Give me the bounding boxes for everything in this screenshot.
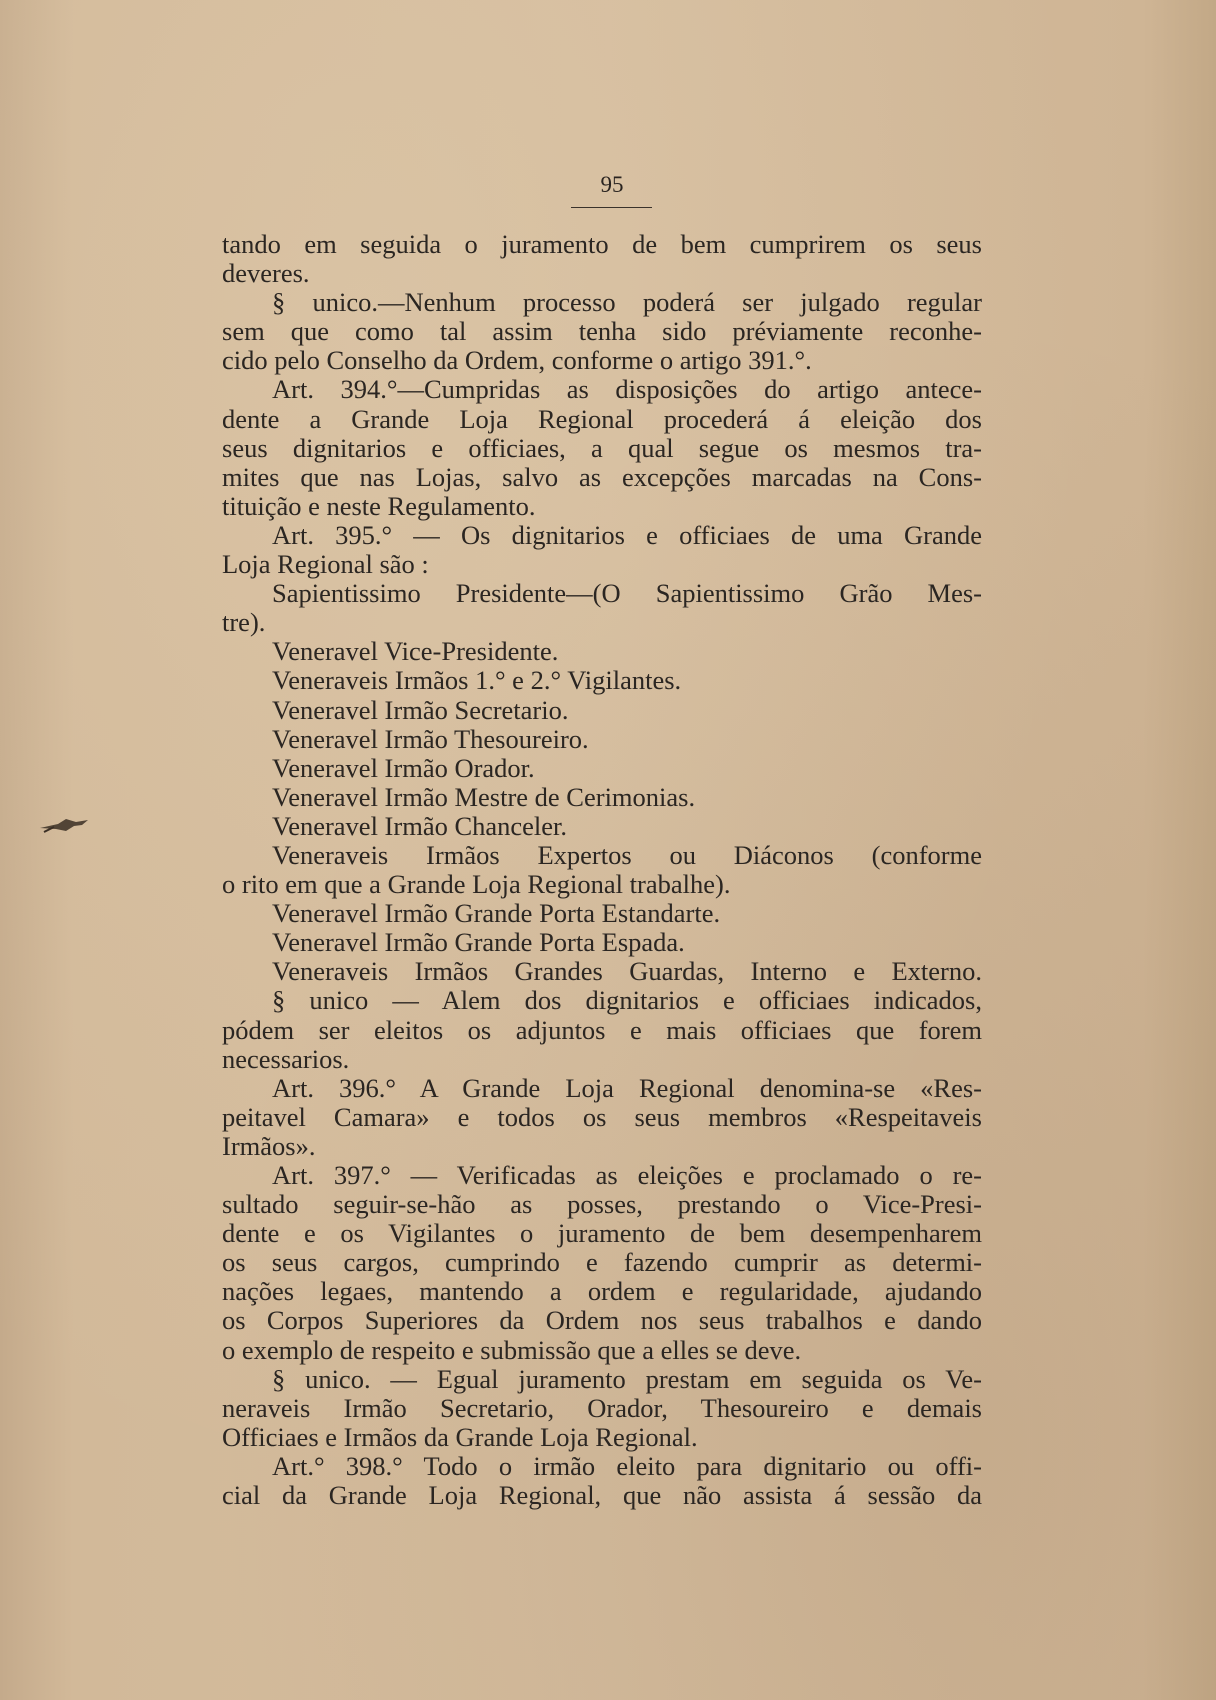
text-line: Veneravel Irmão Grande Porta Estandarte.	[272, 898, 721, 929]
text-line: Veneravel Irmão Grande Porta Espada.	[272, 927, 685, 958]
text-line: o exemplo de respeito e submissão que a elles se deve.	[222, 1334, 802, 1365]
text-line: § unico.—Nenhum processo poderá ser julgado regular	[272, 287, 982, 318]
text-line: Veneraveis Irmãos 1.° e 2.° Vigilantes.	[272, 665, 682, 696]
text-line: seus dignitarios e officiaes, a qual segue os mesmos tra-	[222, 432, 982, 463]
text-line: Veneravel Irmão Secretario.	[272, 694, 569, 725]
text-line: cido pelo Conselho da Ordem, conforme o artigo 391.°.	[222, 345, 812, 376]
text-line: neraveis Irmão Secretario, Orador, Thesoureiro e demais	[222, 1392, 982, 1423]
text-line: mites que nas Lojas, salvo as excepções marcadas na Cons-	[222, 461, 982, 492]
text-line: peitavel Camara» e todos os seus membros «Respeitaveis	[222, 1101, 982, 1132]
text-line: § unico. — Egual juramento prestam em seguida os Ve-	[272, 1363, 982, 1394]
text-line: Veneravel Irmão Orador.	[272, 752, 535, 783]
text-line: Officiaes e Irmãos da Grande Loja Regional.	[222, 1421, 698, 1452]
text-line: cial da Grande Loja Regional, que não assista á sessão da	[222, 1480, 982, 1511]
text-line: necessarios.	[222, 1043, 350, 1074]
text-line: Art.° 398.° Todo o irmão eleito para dignitario ou offi-	[272, 1450, 982, 1481]
text-line: os seus cargos, cumprindo e fazendo cumprir as determi-	[222, 1247, 982, 1278]
text-line: o rito em que a Grande Loja Regional trabalhe).	[222, 869, 731, 900]
text-line: Sapientissimo Presidente—(O Sapientissimo Grão Mes-	[272, 578, 982, 609]
text-line: Art. 395.° — Os dignitarios e officiaes de uma Grande	[272, 519, 982, 550]
text-line: sultado seguir-se-hão as posses, prestando o Vice-Presi-	[222, 1189, 982, 1220]
text-line: Irmãos».	[222, 1130, 316, 1161]
text-line: nações legaes, mantendo a ordem e regularidade, ajudando	[222, 1276, 982, 1307]
text-line: Veneravel Irmão Thesoureiro.	[272, 723, 589, 754]
text-line: Veneravel Irmão Chanceler.	[272, 810, 568, 841]
text-line: dente a Grande Loja Regional procederá á eleição dos	[222, 403, 982, 434]
page-number-rule	[571, 207, 652, 208]
page-number: 95	[600, 172, 624, 197]
hand-mark-icon	[36, 810, 96, 840]
text-line: Veneraveis Irmãos Grandes Guardas, Interno e Externo.	[272, 956, 982, 987]
text-line: tando em seguida o juramento de bem cumprirem os seus	[222, 229, 982, 259]
text-line: os Corpos Superiores da Ordem nos seus trabalhos e dando	[222, 1305, 982, 1336]
text-line: tre).	[222, 607, 266, 638]
text-line: Art. 394.°—Cumpridas as disposições do artigo antece-	[272, 374, 982, 405]
text-line: Veneraveis Irmãos Expertos ou Diáconos (conforme	[272, 839, 982, 870]
text-line: dente e os Vigilantes o juramento de bem desempenharem	[222, 1218, 982, 1249]
text-line: Veneravel Vice-Presidente.	[272, 636, 559, 667]
text-line: Art. 396.° A Grande Loja Regional denomina-se «Res-	[272, 1072, 982, 1103]
body-text	[222, 230, 982, 1510]
text-line: deveres.	[222, 258, 310, 289]
text-line: Art. 397.° — Verificadas as eleições e proclamado o re-	[272, 1160, 982, 1190]
text-line: § unico — Alem dos dignitarios e officiaes indicados,	[272, 985, 982, 1016]
text-line: Veneravel Irmão Mestre de Cerimonias.	[272, 781, 696, 812]
text-line: sem que como tal assim tenha sido préviamente reconhe-	[222, 316, 982, 347]
text-line: tituição e neste Regulamento.	[222, 490, 536, 521]
text-line: pódem ser eleitos os adjuntos e mais officiaes que forem	[222, 1014, 982, 1045]
text-line: Loja Regional são :	[222, 549, 429, 580]
